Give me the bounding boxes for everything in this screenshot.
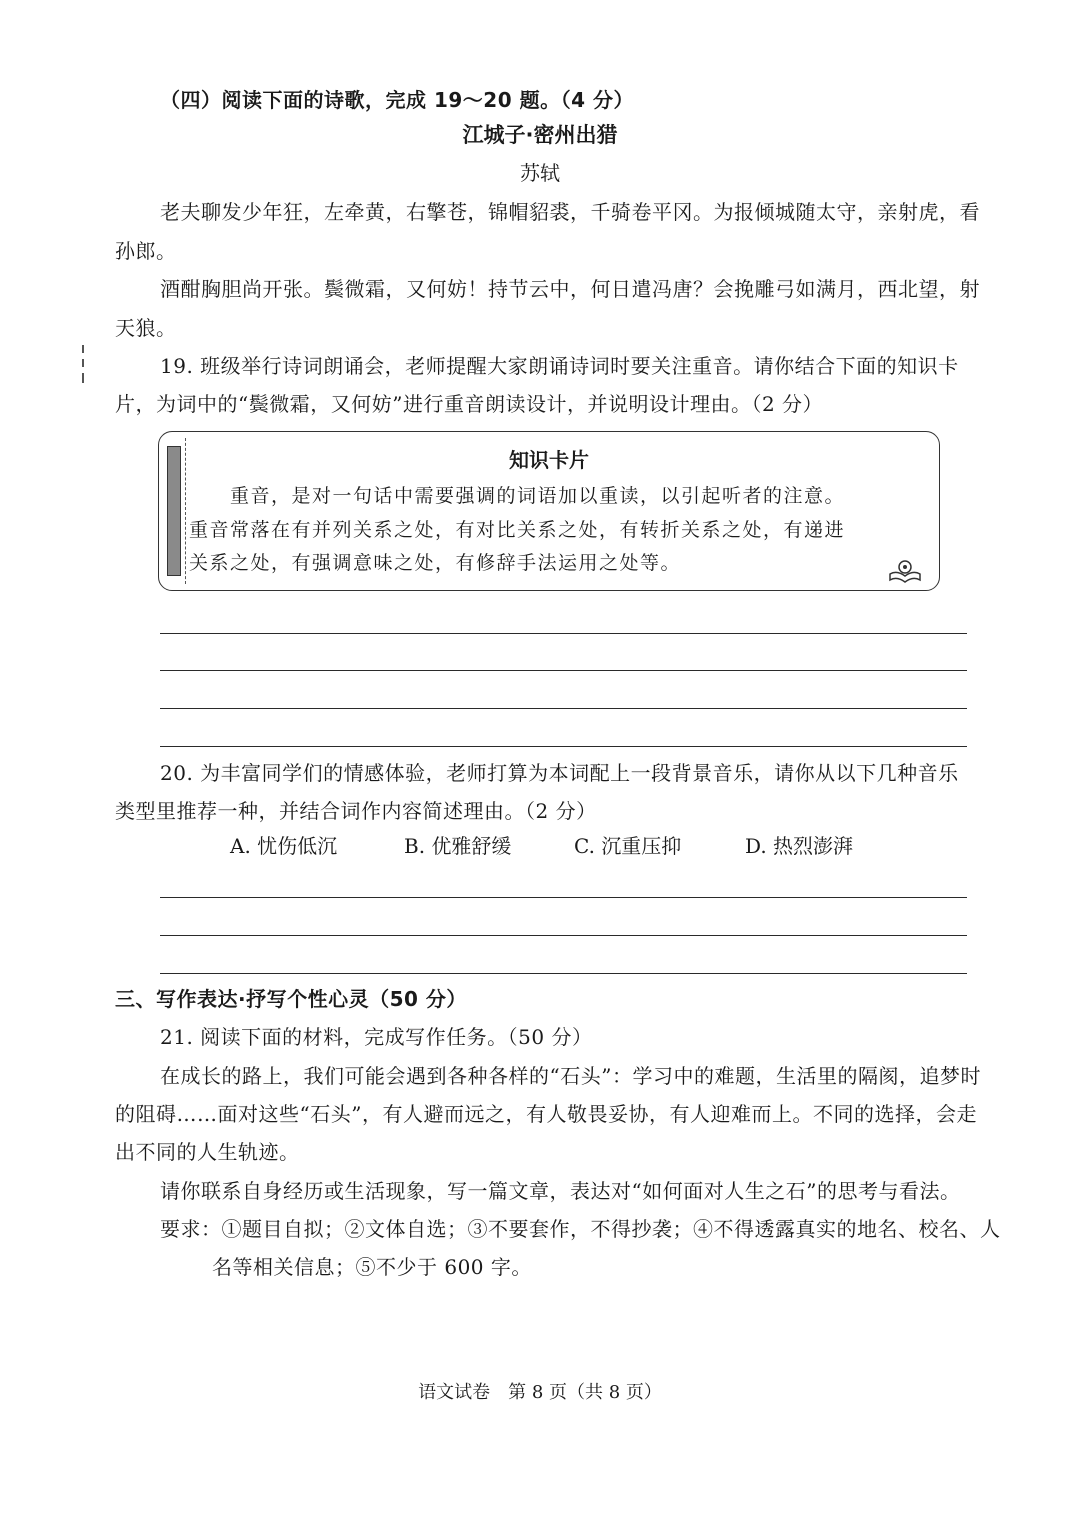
poem-line: 天狼。 bbox=[115, 316, 177, 340]
q20-option-c: C. 沉重压抑 bbox=[574, 834, 682, 858]
reading-book-icon bbox=[887, 556, 923, 584]
poem-line: 酒酣胸胆尚开张。鬓微霜，又何妨！持节云中，何日遣冯唐？会挽雕弓如满月，西北望，射 bbox=[160, 277, 980, 301]
q20-text: 类型里推荐一种，并结合词作内容简述理由。（2 分） bbox=[115, 799, 597, 823]
q20-option-a: A. 忧伤低沉 bbox=[230, 834, 338, 858]
answer-line[interactable] bbox=[160, 708, 967, 709]
q19-text: 19. 班级举行诗词朗诵会，老师提醒大家朗诵诗词时要关注重音。请你结合下面的知识卡 bbox=[160, 354, 959, 378]
answer-line[interactable] bbox=[160, 935, 967, 936]
q19-text: 片，为词中的“鬓微霜，又何妨”进行重音朗读设计，并说明设计理由。（2 分） bbox=[115, 392, 824, 416]
knowledge-card-title: 知识卡片 bbox=[509, 448, 589, 472]
answer-line[interactable] bbox=[160, 670, 967, 671]
poem-title: 江城子·密州出猎 bbox=[462, 123, 618, 147]
knowledge-card-line: 重音，是对一句话中需要强调的词语加以重读，以引起听者的注意。 bbox=[189, 485, 846, 507]
poem-line: 孙郎。 bbox=[115, 239, 177, 263]
knowledge-card bbox=[158, 431, 940, 591]
poem-author: 苏轼 bbox=[520, 161, 560, 185]
page-footer: 语文试卷 第 8 页（共 8 页） bbox=[418, 1382, 662, 1403]
knowledge-card-line: 关系之处，有强调意味之处，有修辞手法运用之处等。 bbox=[189, 552, 682, 574]
section3-header: 三、写作表达·抒写个性心灵（50 分） bbox=[115, 987, 467, 1011]
q20-option-b: B. 优雅舒缓 bbox=[404, 834, 512, 858]
answer-line[interactable] bbox=[160, 746, 967, 747]
answer-line[interactable] bbox=[160, 973, 967, 974]
requirements-line: 名等相关信息；⑤不少于 600 字。 bbox=[212, 1255, 532, 1279]
answer-line[interactable] bbox=[160, 633, 967, 634]
knowledge-card-line: 重音常落在有并列关系之处，有对比关系之处，有转折关系之处，有递进 bbox=[189, 519, 846, 541]
material-line: 出不同的人生轨迹。 bbox=[115, 1140, 300, 1164]
q20-option-d: D. 热烈澎湃 bbox=[745, 834, 854, 858]
answer-line[interactable] bbox=[160, 897, 967, 898]
task-line: 请你联系自身经历或生活现象，写一篇文章，表达对“如何面对人生之石”的思考与看法。 bbox=[160, 1179, 961, 1203]
section4-header: （四）阅读下面的诗歌，完成 19～20 题。（4 分） bbox=[160, 88, 634, 112]
binding-margin-marks bbox=[82, 345, 84, 385]
requirements-line: 要求：①题目自拟；②文体自选；③不要套作，不得抄袭；④不得透露真实的地名、校名、人 bbox=[160, 1217, 1001, 1241]
material-line: 在成长的路上，我们可能会遇到各种各样的“石头”：学习中的难题，生活里的隔阂，追梦时 bbox=[160, 1064, 981, 1088]
material-line: 的阻碍……面对这些“石头”，有人避而远之，有人敬畏妥协，有人迎难而上。不同的选择，会走 bbox=[115, 1102, 977, 1126]
q21-title: 21. 阅读下面的材料，完成写作任务。（50 分） bbox=[160, 1025, 593, 1049]
poem-line: 老夫聊发少年狂，左牵黄，右擎苍，锦帽貂裘，千骑卷平冈。为报倾城随太守，亲射虎，看 bbox=[160, 200, 980, 224]
q20-text: 20. 为丰富同学们的情感体验，老师打算为本词配上一段背景音乐，请你从以下几种音乐 bbox=[160, 761, 959, 785]
